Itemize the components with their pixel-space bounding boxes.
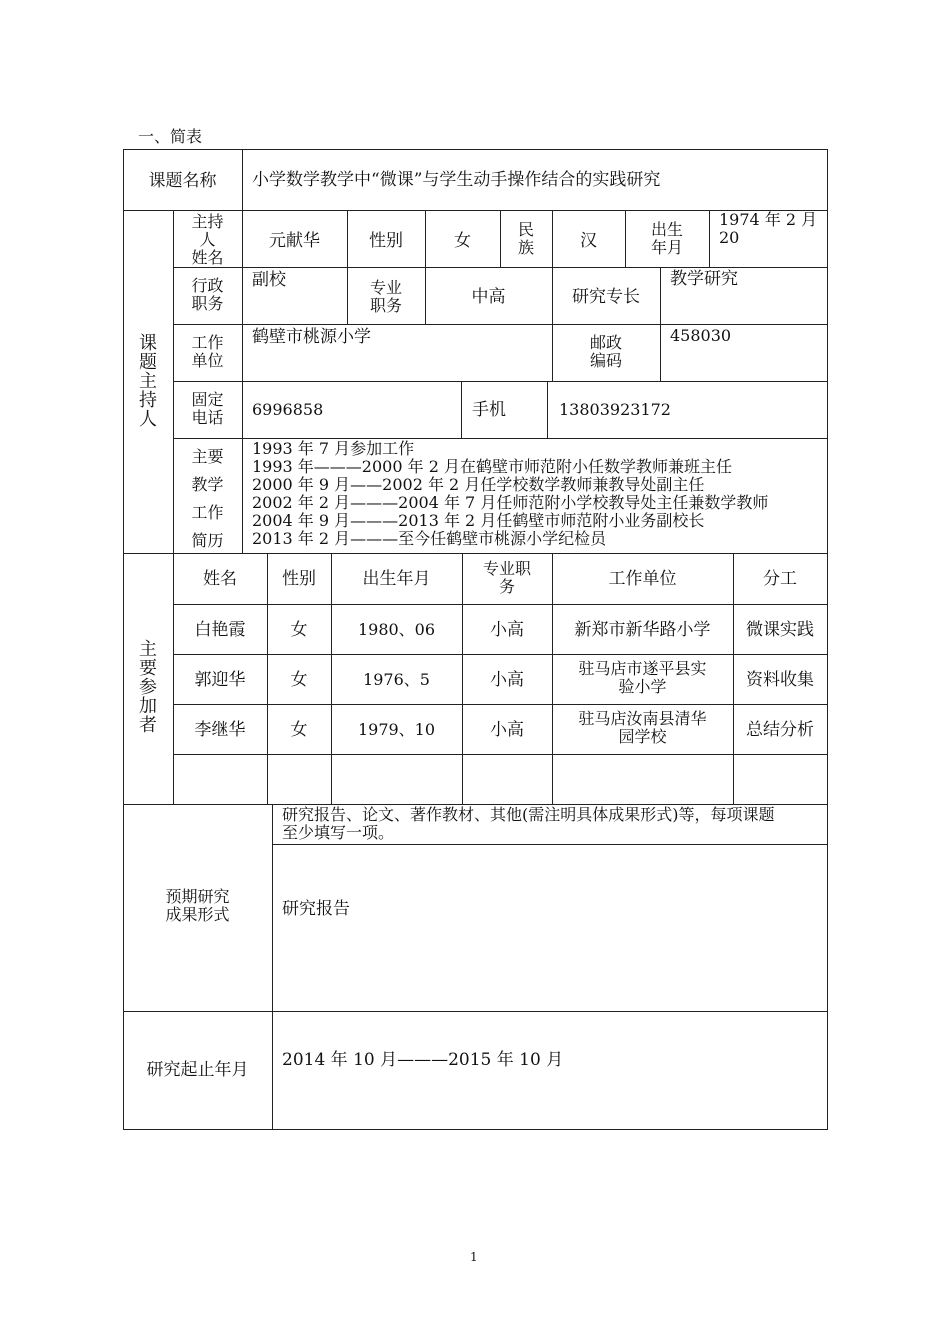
host-mobile-label: 手机: [472, 400, 506, 420]
host-phone: 6996858: [252, 400, 324, 419]
participants-group-label: 主要参加者: [139, 639, 157, 736]
host-phone-label: 固定 电话: [191, 390, 224, 427]
host-birth-label: 出生 年月: [650, 220, 683, 257]
host-admin: 副校: [252, 270, 286, 290]
participant-role: 微课实践: [746, 620, 814, 640]
outcome-value: 研究报告: [282, 899, 350, 919]
host-unit: 鹤壁市桃源小学: [252, 327, 371, 347]
header-gender: 性别: [282, 569, 316, 589]
participant-name: 郭迎华: [194, 670, 246, 690]
host-postcode-label: 邮政 编码: [589, 333, 622, 370]
header-name: 姓名: [203, 569, 237, 589]
host-title-label: 专业 职务: [369, 278, 402, 315]
host-name-label: 主持 人 姓名: [191, 212, 224, 267]
participant-name: 李继华: [194, 720, 246, 740]
page-number: 1: [470, 1250, 478, 1264]
period-value: 2014 年 10 月———2015 年 10 月: [282, 1050, 564, 1070]
topic-value: 小学数学教学中“微课”与学生动手操作结合的实践研究: [252, 170, 661, 190]
participant-gender: 女: [290, 620, 308, 640]
participant-name: 白艳霞: [194, 620, 246, 640]
host-resume-label: 主要 教学 工作 简历: [191, 447, 224, 550]
participant-title: 小高: [490, 670, 524, 690]
section-heading: 一、简表: [138, 127, 203, 146]
period-label: 研究起止年月: [146, 1060, 249, 1080]
outcome-label: 预期研究 成果形式: [165, 887, 230, 924]
host-group-label: 课题主持人: [139, 333, 157, 430]
host-specialty-label: 研究专长: [572, 287, 640, 307]
header-unit: 工作单位: [608, 569, 677, 589]
header-birth: 出生年月: [362, 569, 431, 589]
host-ethnicity: 汉: [580, 231, 597, 251]
participant-unit: 新郑市新华路小学: [574, 620, 711, 640]
participant-birth: 1979、10: [357, 720, 436, 739]
host-postcode: 458030: [670, 326, 732, 345]
host-ethnicity-label: 民 族: [517, 220, 534, 257]
participant-title: 小高: [490, 720, 524, 740]
host-birth: 1974 年 2 月 20: [719, 210, 818, 247]
host-specialty: 教学研究: [670, 269, 738, 289]
host-gender: 女: [454, 231, 471, 251]
outcome-hint: 研究报告、论文、著作教材、其他(需注明具体成果形式)等，每项课题 至少填写一项。: [282, 805, 775, 842]
host-admin-label: 行政 职务: [191, 276, 224, 313]
host-unit-label: 工作 单位: [191, 333, 224, 370]
participant-gender: 女: [290, 670, 308, 690]
participant-birth: 1980、06: [357, 620, 436, 639]
topic-label: 课题名称: [148, 171, 217, 191]
host-name: 元献华: [269, 231, 320, 251]
participant-unit: 驻马店市遂平县实 验小学: [578, 659, 707, 696]
participant-role: 资料收集: [746, 670, 814, 690]
header-title: 专业职 务: [482, 559, 531, 596]
host-mobile: 13803923172: [559, 400, 671, 419]
host-resume: 1993 年 7 月参加工作 1993 年———2000 年 2 月在鹤壁市师范附小任数学教师兼班主任 2000 年 9 月——2002 年 2 月任学校数学教师兼教导处副主任 2002 年 2 月———2004 年 7 月任师范附小学校教导处主任兼数学教师 2004 年 9 月———2013 年 2 月任鹤壁市师范附小业务副校长 2013 年 2 月———至今任鹤壁市桃源小学纪检员: [252, 439, 769, 548]
host-title: 中高: [471, 287, 506, 307]
participant-title: 小高: [490, 620, 524, 640]
participant-role: 总结分析: [746, 720, 814, 740]
participant-unit: 驻马店汝南县清华 园学校: [578, 709, 707, 746]
header-role: 分工: [763, 569, 797, 589]
host-gender-label: 性别: [369, 231, 403, 251]
participant-gender: 女: [290, 720, 308, 740]
participant-birth: 1976、5: [363, 670, 430, 689]
